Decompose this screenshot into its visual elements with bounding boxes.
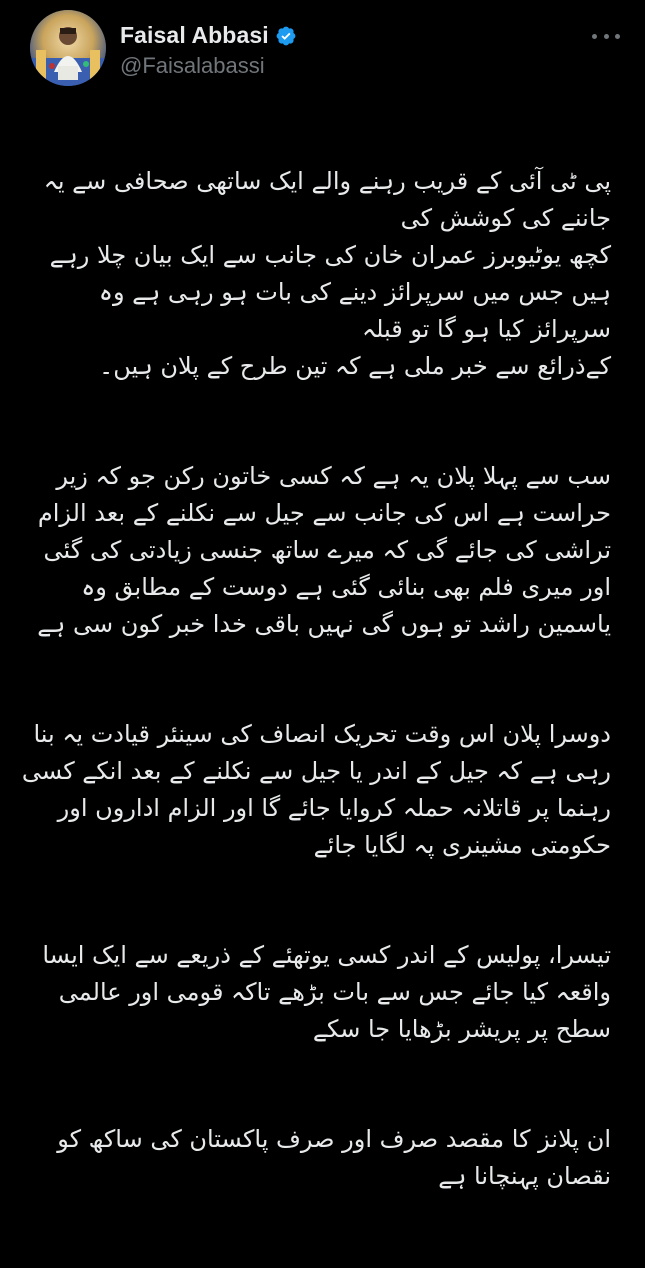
display-name-row: [120, 22, 297, 49]
display-name[interactable]: Faisal Abbasi: [120, 22, 269, 48]
avatar-photo-icon: [30, 10, 106, 86]
more-dot: [615, 34, 620, 39]
tweet-paragraph-2: سب سے پہلا پلان یہ ہے کہ کسی خاتون رکن جو کہ زیر حراست ہے اس کی جانب سے جیل سے نکلنے کے بعد الزام تراشی کی جائے گی کہ میرے ساتھ جنسی زیادتی کی گئی اور میری فلم بھی بنائی گئی ہے دوست کے مطابق وہ یاسمین راشد تو ہوں گی نہیں باقی خدا خبر کون سی ہے: [37, 462, 611, 638]
tweet-text: [16, 126, 611, 1268]
more-dot: [592, 34, 597, 39]
author-names: [120, 22, 297, 79]
tweet-paragraph-1: پی ٹی آئی کے قریب رہنے والے ایک ساتھی صحافی سے یہ جاننے کی کوشش کی کچھ یوٹیوبرز عمران خان کی جانب سے ایک بیان چلا رہے ہیں جس میں سرپرائز دینے کی بات ہو رہی ہے وہ سرپرائز کیا ہو گا تو قبلہ کےذرائع سے خبر ملی ہے کہ تین طرح کے پلان ہیں۔: [43, 167, 611, 380]
verified-badge-icon: [275, 25, 297, 47]
tweet-paragraph-3: دوسرا پلان اس وقت تحریک انصاف کی سینئر قیادت یہ بنا رہی ہے کہ جیل کے اندر یا جیل سے نکلنے کے بعد انکے کسی رہنما پر قاتلانہ حملہ کروایا جائے گا اور الزام اداروں اور حکومتی مشینری پہ لگایا جائے: [21, 720, 611, 859]
more-dot: [604, 34, 609, 39]
avatar[interactable]: [30, 10, 106, 86]
tweet-header: [30, 10, 620, 90]
tweet-paragraph-4: تیسرا، پولیس کے اندر کسی یوتھئے کے ذریعے سے ایک ایسا واقعہ کیا جائے جس سے بات بڑھے تاکہ قومی اور عالمی سطح پر پریشر بڑھایا جا سکے: [42, 941, 611, 1043]
handle[interactable]: @Faisalabassi: [120, 53, 265, 78]
more-options-icon[interactable]: [592, 26, 620, 46]
tweet-paragraph-5: ان پلانز کا مقصد صرف اور صرف پاکستان کی ساکھ کو نقصان پہنچانا ہے: [57, 1125, 611, 1190]
